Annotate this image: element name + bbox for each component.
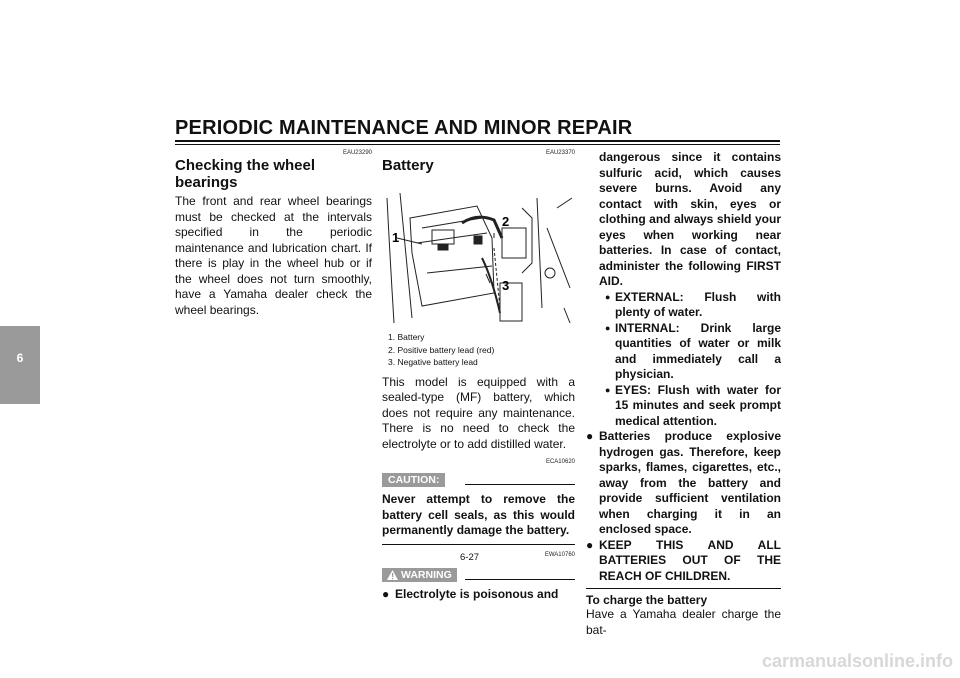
- warning-triangle-icon: [387, 570, 398, 580]
- first-aid-eyes: [586, 383, 781, 430]
- sub-bullet-dot: ●: [605, 322, 611, 333]
- column-1: [175, 150, 372, 318]
- first-aid-eyes-text: EYES: Flush with water for 15 minutes and seek prompt medical attention.: [615, 382, 781, 428]
- chapter-tab: [0, 326, 40, 404]
- warning-continued: dangerous since it contains sulfuric acid, which causes severe burns. Avoid any contact with skin, eyes or clothing and always shield your eyes when working near batteries. In case of contact, administer the following FIRST AID.: [599, 150, 781, 288]
- warning-line: [465, 579, 575, 580]
- warning-bullet-2: [586, 429, 781, 538]
- chapter-number: 6: [16, 351, 24, 365]
- caption-2: 2. Positive battery lead (red): [388, 344, 495, 355]
- first-aid-external: [586, 290, 781, 321]
- bullet-dot: ●: [382, 586, 390, 601]
- section-code: EAU23370: [545, 150, 575, 156]
- header-rule-thin: [175, 144, 780, 145]
- section-title-battery: Battery: [382, 157, 434, 174]
- battery-body: This model is equipped with a sealed-type (MF) battery, which does not require any maintenance. There is no need to check the electrolyte or to add distilled water.: [382, 374, 575, 451]
- page-header: PERIODIC MAINTENANCE AND MINOR REPAIR: [175, 117, 633, 139]
- column-2: [382, 150, 575, 602]
- warning-close-rule: [586, 588, 781, 589]
- watermark-footer: carmanualsonline.info: [761, 651, 953, 671]
- charge-subheading: To charge the battery: [586, 593, 708, 607]
- figure-captions: [388, 331, 575, 369]
- wheel-bearings-body: The front and rear wheel bearings must be checked at the intervals specified in the periodic maintenance and lubrication chart. If there is play in the wheel hub or if the wheel does not turn smoothly, have a Yamaha dealer check the wheel bearings.: [175, 194, 372, 317]
- caution-label: CAUTION:: [382, 473, 445, 487]
- bullet-dot: ●: [586, 537, 594, 552]
- warning-label-box: [382, 568, 457, 582]
- battery-illustration: [382, 178, 575, 328]
- caption-3: 3. Negative battery lead: [388, 357, 478, 367]
- warning-bullet-3-text: KEEP THIS AND ALL BATTERIES OUT OF THE REACH OF CHILDREN.: [599, 537, 781, 583]
- sub-bullet-dot: ●: [605, 291, 611, 302]
- first-aid-internal: [586, 321, 781, 383]
- caution-close-rule: [382, 544, 575, 545]
- figure-label-3: 3: [502, 278, 510, 293]
- caution-text: Never attempt to remove the battery cell seals, as this would permanently damage the battery.: [382, 492, 575, 537]
- header-rule: [175, 140, 780, 142]
- warning-bullet-1-text: Electrolyte is poisonous and: [395, 586, 559, 601]
- warning-bullet-3: [586, 538, 781, 585]
- figure-label-1: 1: [392, 230, 400, 245]
- caution-line: [465, 484, 575, 485]
- first-aid-internal-text: INTERNAL: Drink large quantities of water or milk and immediately call a physician.: [615, 320, 781, 381]
- bullet-dot: ●: [586, 429, 594, 443]
- caption-1: 1. Battery: [388, 332, 425, 342]
- warning-bullet-1: [382, 587, 575, 603]
- section-title-wheel-bearings: Checking the wheel bearings: [175, 157, 316, 191]
- warning-label-row: [382, 566, 575, 584]
- column-3: [586, 150, 781, 638]
- caution-code: ECA10620: [545, 459, 575, 465]
- figure-label-2: 2: [502, 214, 510, 229]
- caution-label-row: [382, 471, 575, 489]
- page-number: 6-27: [460, 552, 480, 563]
- section-code: EAU23290: [342, 150, 372, 156]
- warning-code: EWA10760: [544, 551, 575, 558]
- charge-body: Have a Yamaha dealer charge the bat-: [586, 607, 781, 637]
- warning-label: WARNING: [401, 568, 452, 581]
- battery-figure: [382, 178, 575, 328]
- sub-bullet-dot: ●: [605, 384, 611, 395]
- first-aid-external-text: EXTERNAL: Flush with plenty of water.: [615, 289, 781, 319]
- warning-bullet-2-text: Batteries produce explosive hydrogen gas. Therefore, keep sparks, flames, cigarettes, etc., away from the battery and provide sufficient ventilation when charging it in an enclosed space.: [599, 429, 781, 536]
